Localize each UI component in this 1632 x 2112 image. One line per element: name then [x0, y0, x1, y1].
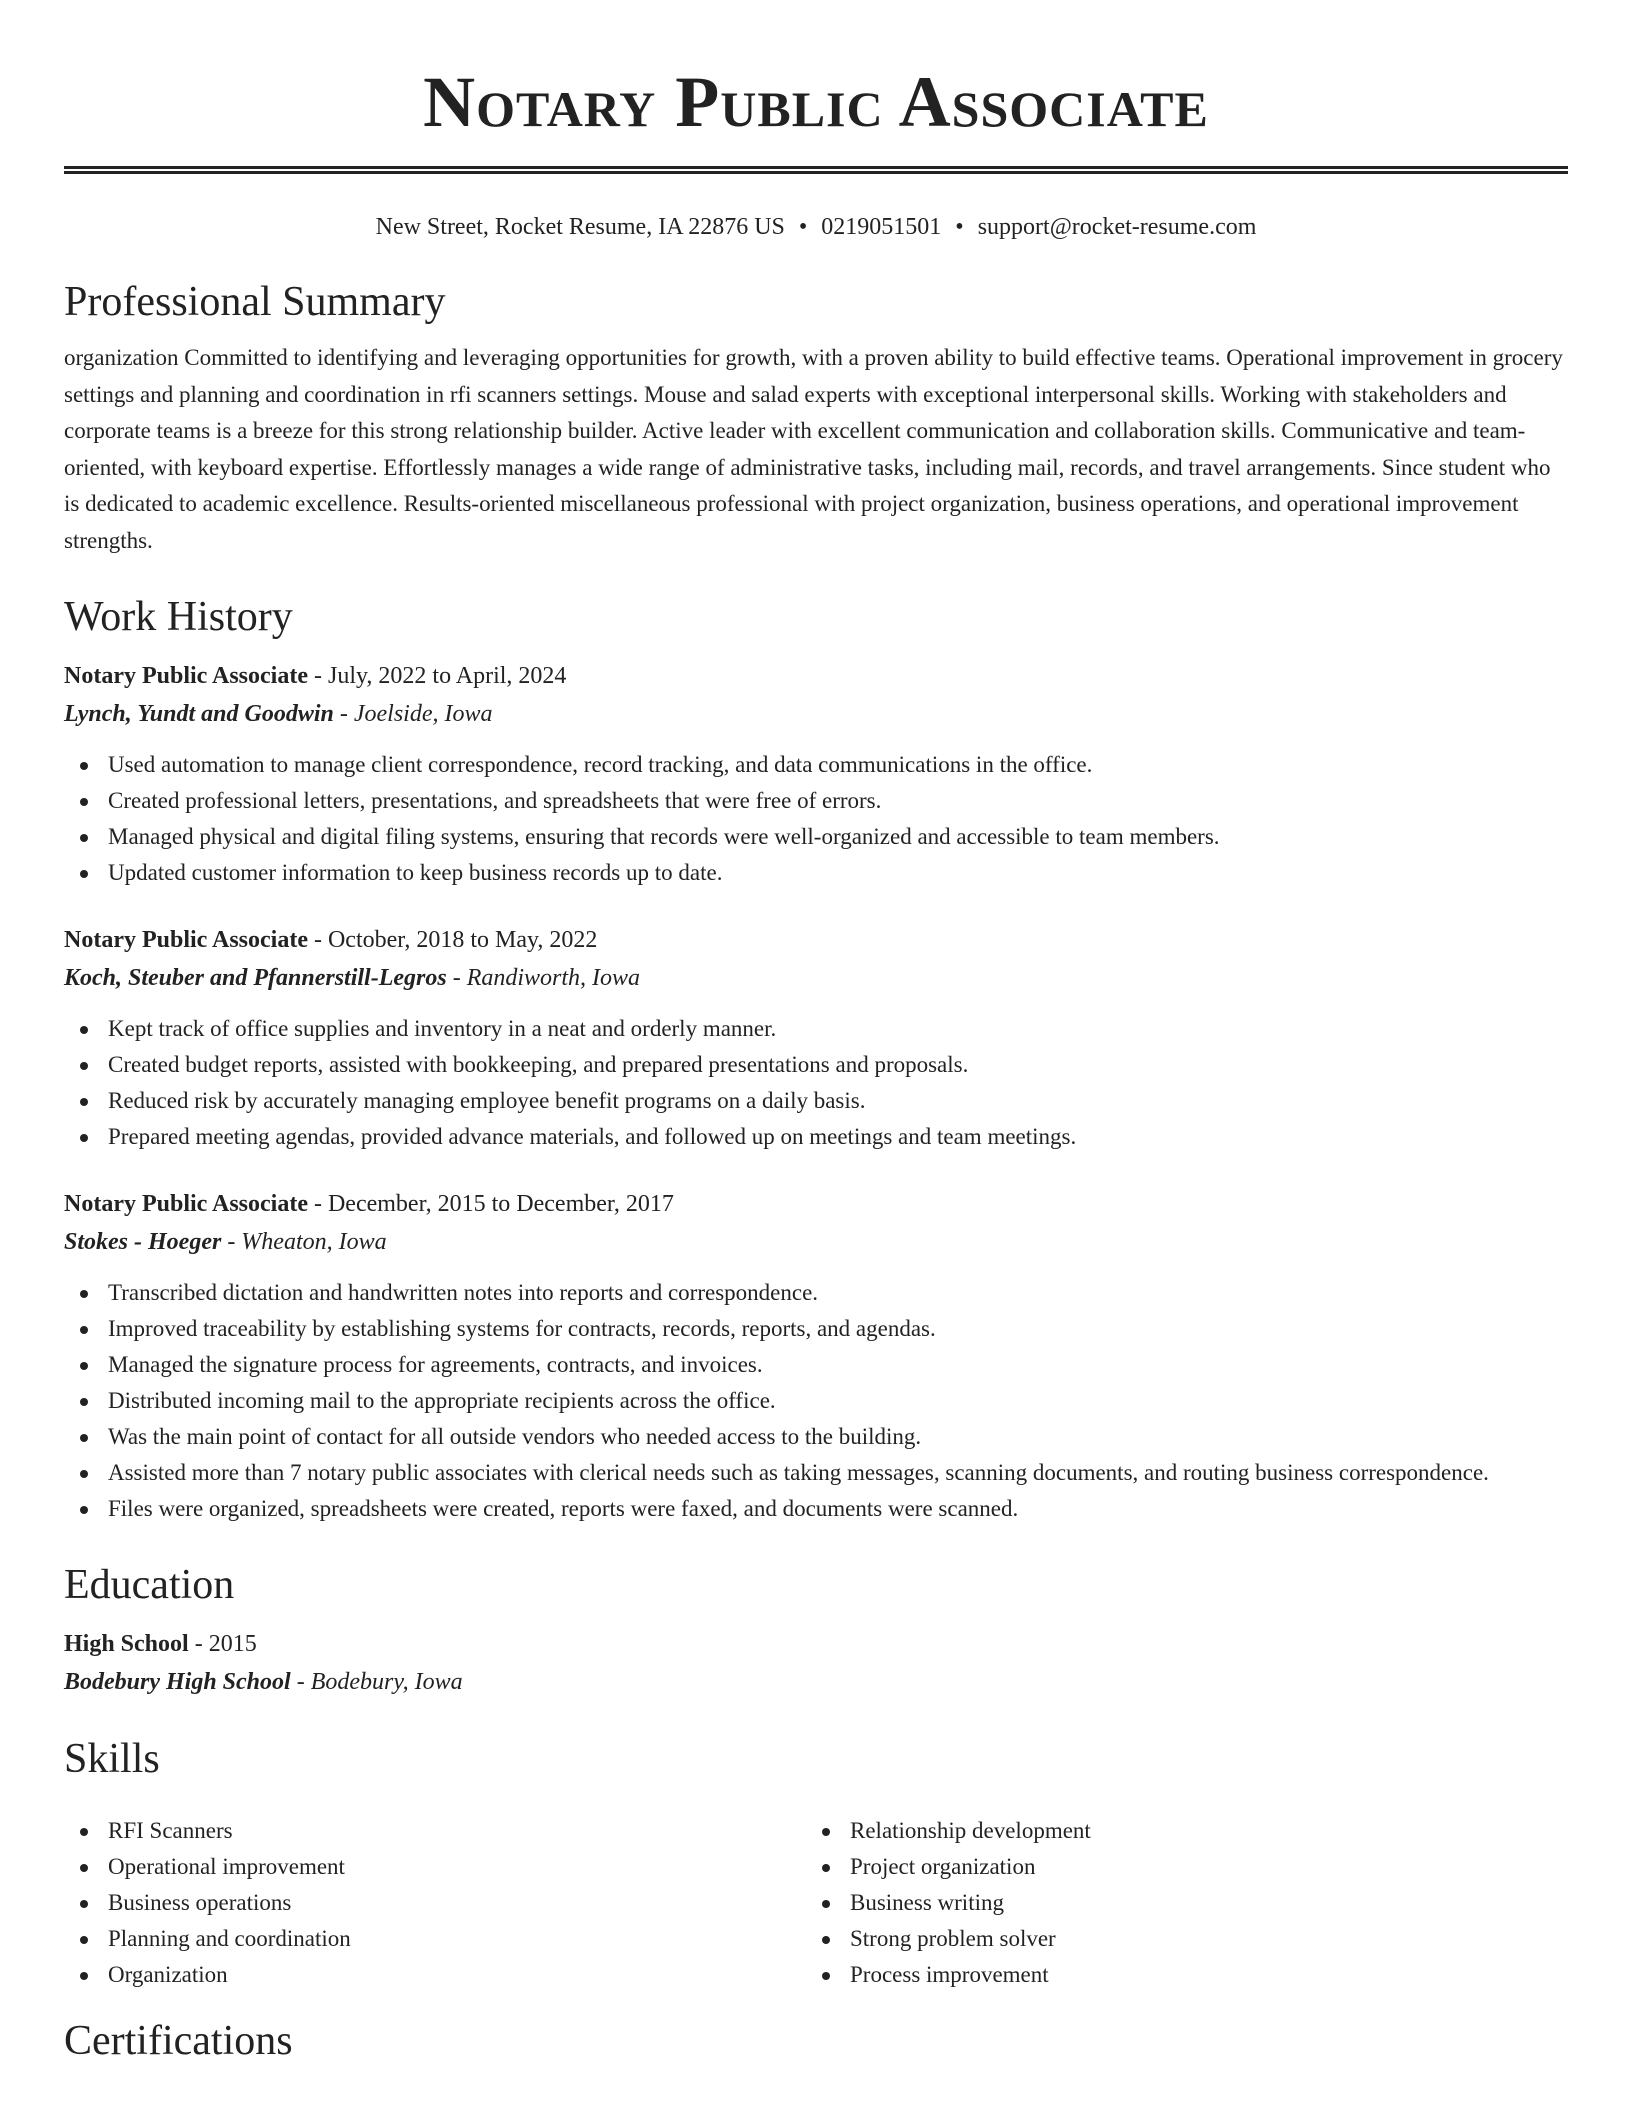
- job-bullet: Improved traceability by establishing systems for contracts, records, reports, and agendas.: [64, 1311, 1568, 1347]
- job-employer-line: [64, 1223, 1568, 1261]
- education-entry: [64, 1625, 1568, 1701]
- contact-phone: 0219051501: [821, 214, 942, 240]
- work-history-heading: Work History: [64, 594, 293, 640]
- job-bullet: Managed the signature process for agreements, contracts, and invoices.: [64, 1347, 1568, 1383]
- skill-item: RFI Scanners: [64, 1813, 806, 1849]
- education-year: - 2015: [188, 1631, 257, 1657]
- skill-item: Project organization: [806, 1849, 1548, 1885]
- job-title: Notary Public Associate: [64, 927, 308, 953]
- education-school-line: [64, 1663, 1568, 1701]
- job-bullet: Assisted more than 7 notary public associates with clerical needs such as taking messages, scanning documents, and routing business correspondence.: [64, 1455, 1568, 1491]
- job-title: Notary Public Associate: [64, 663, 308, 689]
- skills-heading: Skills: [64, 1736, 160, 1782]
- certifications-heading: Certifications: [64, 2018, 293, 2064]
- skill-item: Business operations: [64, 1885, 806, 1921]
- job-location: - Randiworth, Iowa: [446, 965, 641, 991]
- contact-email[interactable]: support@rocket-resume.com: [977, 214, 1257, 240]
- skills-grid: [64, 1799, 1568, 1993]
- education-school: Bodebury High School: [64, 1669, 291, 1695]
- job-bullet: Updated customer information to keep business records up to date.: [64, 855, 1568, 891]
- job-bullet: Transcribed dictation and handwritten notes into reports and correspondence.: [64, 1275, 1568, 1311]
- job-bullet: Kept track of office supplies and inventory in a neat and orderly manner.: [64, 1011, 1568, 1047]
- job-bullet: Reduced risk by accurately managing employee benefit programs on a daily basis.: [64, 1083, 1568, 1119]
- job-bullet: Prepared meeting agendas, provided advance materials, and followed up on meetings and team meetings.: [64, 1119, 1568, 1155]
- summary-heading: Professional Summary: [64, 279, 446, 325]
- education-degree-line: [64, 1625, 1568, 1663]
- header-double-rule: [64, 166, 1568, 174]
- skill-item: Business writing: [806, 1885, 1548, 1921]
- job-location: - Joelside, Iowa: [333, 701, 493, 727]
- job-company: Koch, Steuber and Pfannerstill-Legros: [64, 965, 447, 991]
- job-company: Lynch, Yundt and Goodwin: [64, 701, 334, 727]
- education-degree: High School: [64, 1631, 189, 1657]
- job-bullet: Created professional letters, presentations, and spreadsheets that were free of errors.: [64, 783, 1568, 819]
- summary-text: organization Committed to identifying and leveraging opportunities for growth, with a proven ability to build effective teams. Operational improvement in grocery settings and planning and coordination in rfi scanners settings. Mouse and salad experts with exceptional interpersonal skills. Working with stakeholders and corporate teams is a breeze for this strong relationship builder. Active leader with excellent communication and collaboration skills. Communicative and team-oriented, with keyboard expertise. Effortlessly manages a wide range of administrative tasks, including mail, records, and travel arrangements. Since student who is dedicated to academic excellence. Results-oriented miscellaneous professional with project organization, business operations, and operational improvement strengths.: [64, 345, 1563, 553]
- contact-address: New Street, Rocket Resume, IA 22876 US: [375, 214, 785, 240]
- job-title-line: [64, 657, 1568, 695]
- job-title-line: [64, 1185, 1568, 1223]
- job-bullet: Was the main point of contact for all outside vendors who needed access to the building.: [64, 1419, 1568, 1455]
- skill-item: Strong problem solver: [806, 1921, 1548, 1957]
- candidate-name: Notary Public Associate: [423, 62, 1209, 142]
- job-dates: - December, 2015 to December, 2017: [307, 1191, 674, 1217]
- job-bullet: Distributed incoming mail to the appropriate recipients across the office.: [64, 1383, 1568, 1419]
- job-location: - Wheaton, Iowa: [221, 1229, 387, 1255]
- contact-separator: •: [798, 214, 808, 240]
- job-entry: [64, 657, 1568, 891]
- job-title: Notary Public Associate: [64, 1191, 308, 1217]
- education-location: - Bodebury, Iowa: [290, 1669, 463, 1695]
- job-employer-line: [64, 959, 1568, 997]
- job-entry: [64, 921, 1568, 1155]
- job-dates: - October, 2018 to May, 2022: [307, 927, 598, 953]
- contact-line: [64, 210, 1568, 244]
- job-dates: - July, 2022 to April, 2024: [307, 663, 567, 689]
- skill-item: Organization: [64, 1957, 806, 1993]
- job-bullet: Used automation to manage client correspondence, record tracking, and data communications in the office.: [64, 747, 1568, 783]
- skills-column-left: [64, 1813, 806, 1993]
- education-heading: Education: [64, 1562, 235, 1608]
- job-bullet: Managed physical and digital filing systems, ensuring that records were well-organized and accessible to team members.: [64, 819, 1568, 855]
- skills-column-right: [806, 1813, 1548, 1993]
- job-bullets: [64, 747, 1568, 891]
- skill-item: Relationship development: [806, 1813, 1548, 1849]
- job-bullet: Created budget reports, assisted with bookkeeping, and prepared presentations and proposals.: [64, 1047, 1568, 1083]
- job-bullets: [64, 1011, 1568, 1155]
- work-history-list: [64, 657, 1568, 1527]
- skill-item: Operational improvement: [64, 1849, 806, 1885]
- job-title-line: [64, 921, 1568, 959]
- job-bullet: Files were organized, spreadsheets were created, reports were faxed, and documents were scanned.: [64, 1491, 1568, 1527]
- job-entry: [64, 1185, 1568, 1527]
- skill-item: Planning and coordination: [64, 1921, 806, 1957]
- skill-item: Process improvement: [806, 1957, 1548, 1993]
- contact-separator: •: [955, 214, 964, 240]
- job-employer-line: [64, 695, 1568, 733]
- job-bullets: [64, 1275, 1568, 1527]
- job-company: Stokes - Hoeger: [64, 1229, 222, 1255]
